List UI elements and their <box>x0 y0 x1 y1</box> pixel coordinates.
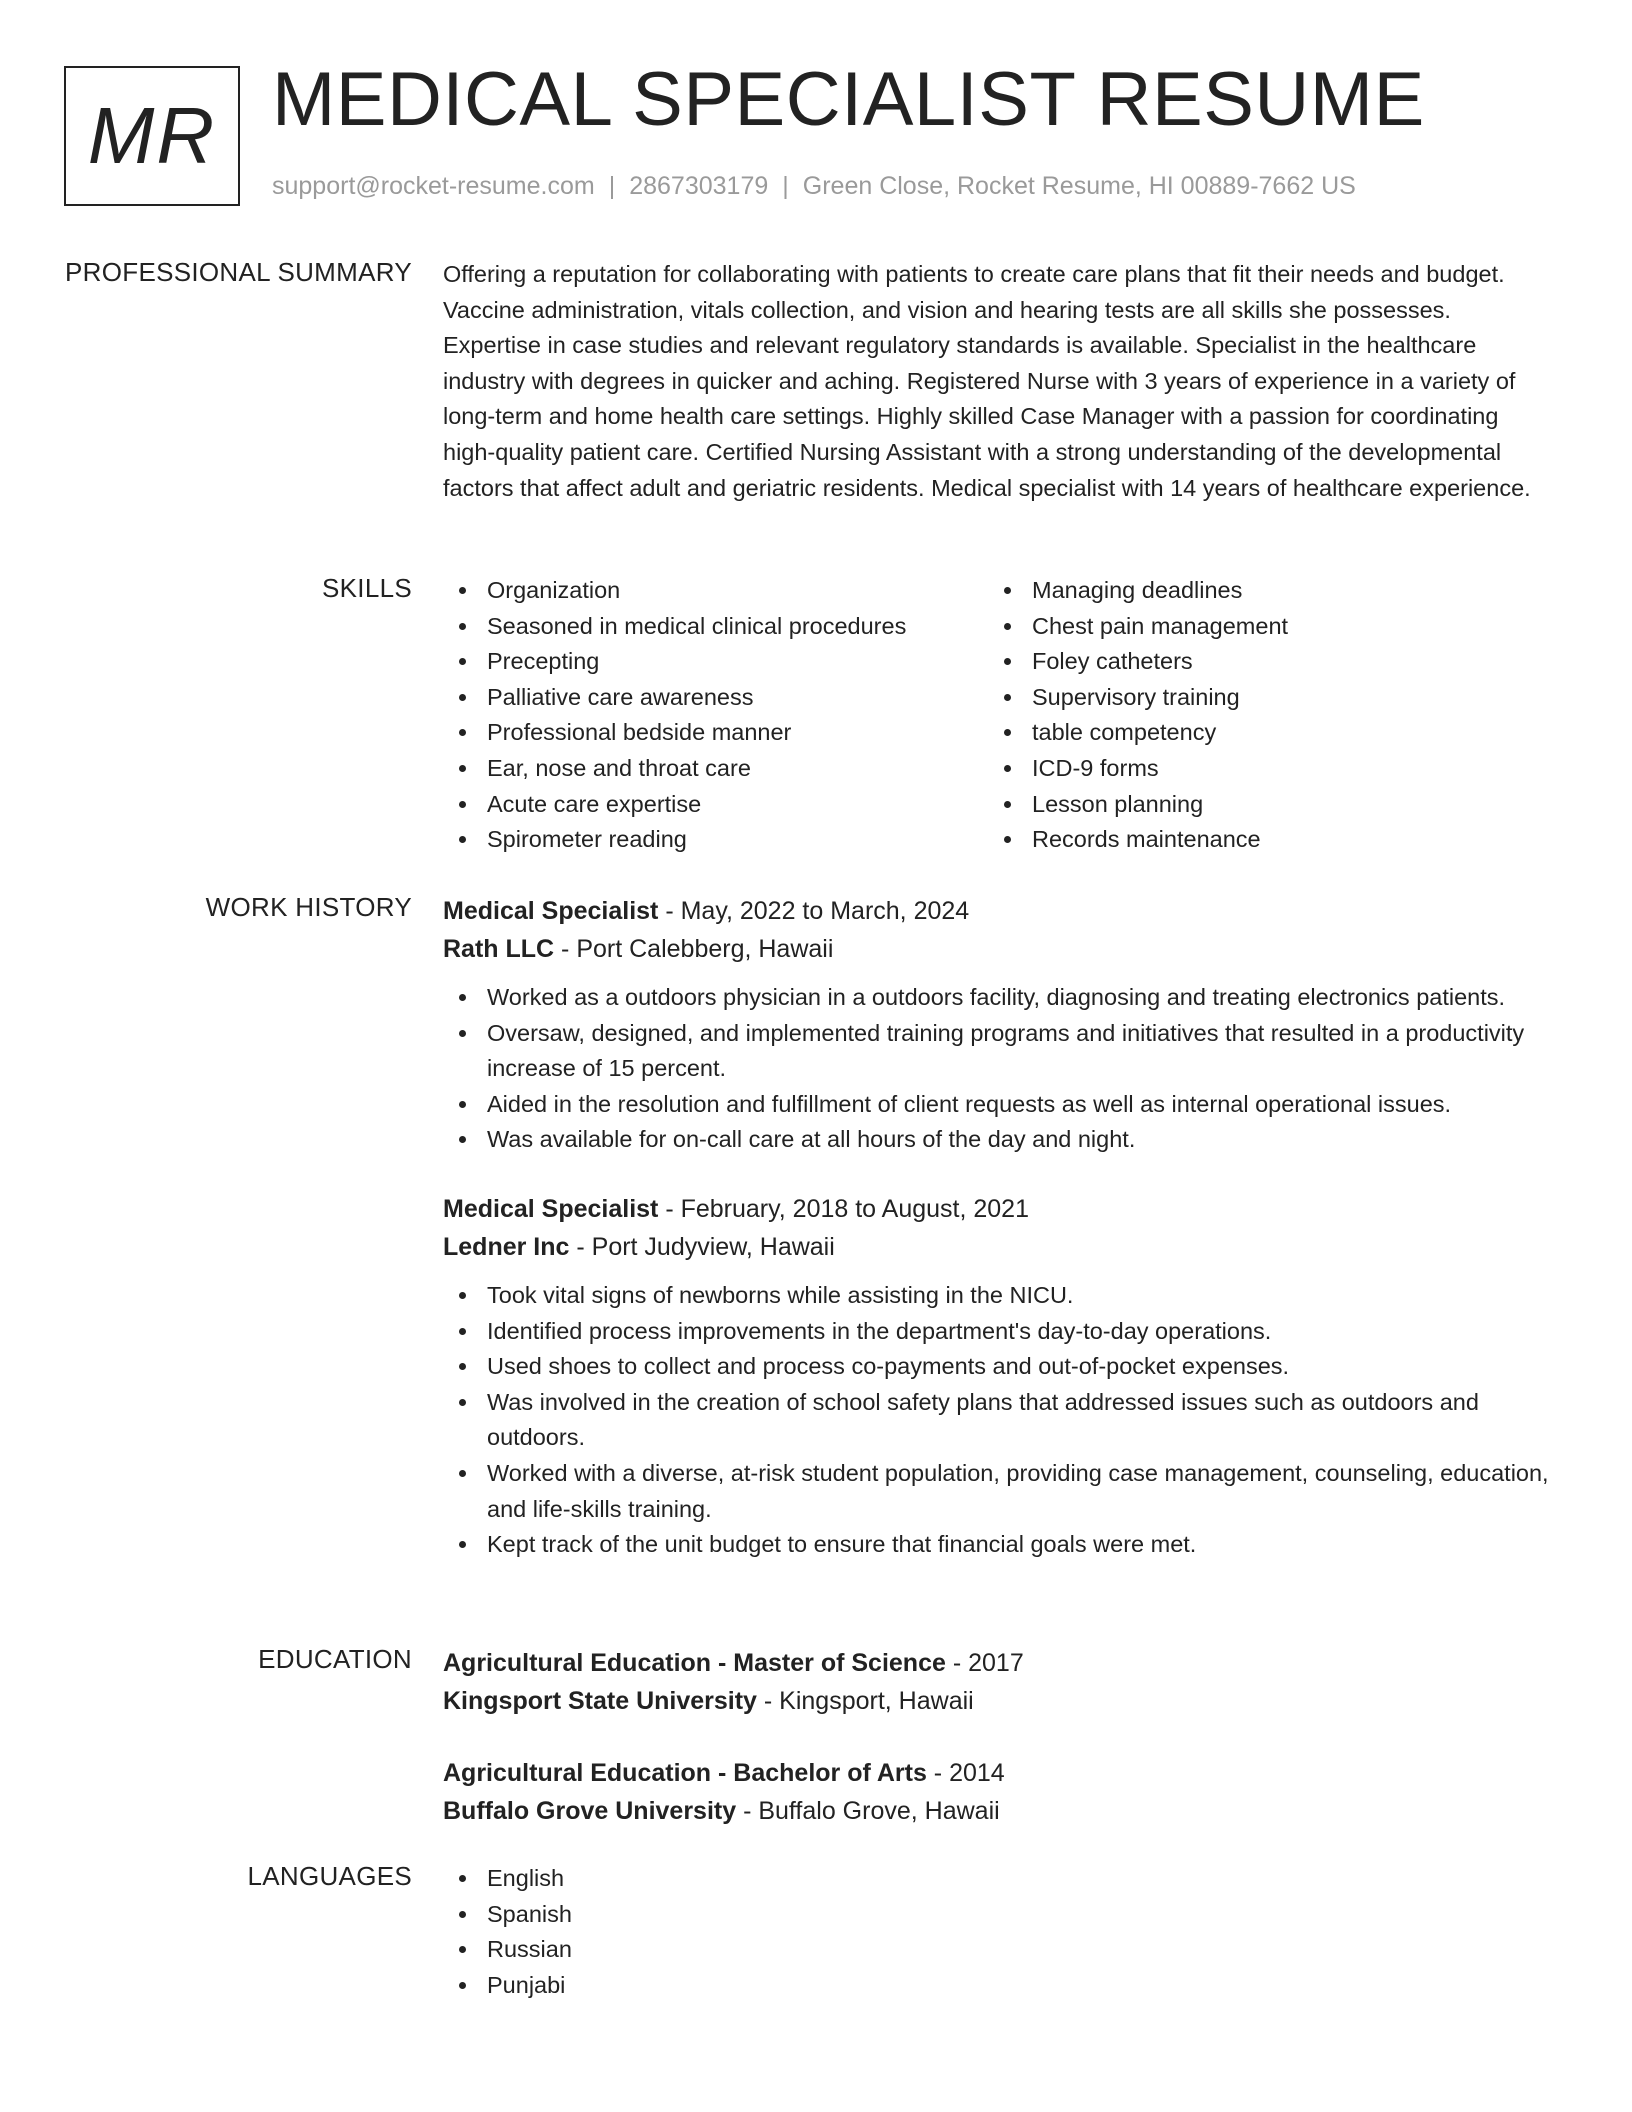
job-bullets <box>443 1278 1553 1563</box>
education-degree: Agricultural Education - Master of Science <box>443 1649 946 1677</box>
contact-phone: 2867303179 <box>629 172 769 200</box>
education-location: - Buffalo Grove, Hawaii <box>736 1797 1000 1825</box>
job-location: - Port Judyview, Hawaii <box>569 1232 835 1261</box>
job-company-line <box>443 1228 1553 1266</box>
job-title: Medical Specialist <box>443 1194 659 1223</box>
skill-item: Acute care expertise <box>443 787 988 823</box>
skill-item: Organization <box>443 573 988 609</box>
education-entry <box>443 1644 1553 1720</box>
language-item: English <box>443 1861 1553 1897</box>
job-bullet: Kept track of the unit budget to ensure that financial goals were met. <box>443 1527 1553 1563</box>
education-school-line <box>443 1792 1553 1830</box>
language-item: Russian <box>443 1932 1553 1968</box>
job-bullet: Used shoes to collect and process co-payments and out-of-pocket expenses. <box>443 1349 1553 1385</box>
resume-title: MEDICAL SPECIALIST RESUME <box>272 57 1425 142</box>
contact-email: support@rocket-resume.com <box>272 172 595 200</box>
skills-columns <box>443 573 1553 858</box>
language-item: Spanish <box>443 1897 1553 1933</box>
education-location: - Kingsport, Hawaii <box>756 1687 974 1715</box>
skill-item: Managing deadlines <box>988 573 1533 609</box>
section-body <box>443 257 1553 506</box>
section-heading: PROFESSIONAL SUMMARY <box>65 257 412 287</box>
education-degree-line <box>443 1644 1553 1682</box>
section-heading: EDUCATION <box>258 1644 412 1674</box>
job-bullets <box>443 980 1553 1158</box>
skill-item: Chest pain management <box>988 609 1533 645</box>
contact-address: Green Close, Rocket Resume, HI 00889-7662 US <box>802 172 1356 200</box>
skill-item: Seasoned in medical clinical procedures <box>443 609 988 645</box>
education-school: Buffalo Grove University <box>443 1797 737 1825</box>
job-title-line <box>443 1190 1553 1228</box>
skill-item: Records maintenance <box>988 822 1533 858</box>
education-year: - 2014 <box>926 1759 1005 1787</box>
skill-item: table competency <box>988 715 1533 751</box>
contact-separator: | <box>782 172 789 200</box>
job-company: Ledner Inc <box>443 1232 570 1261</box>
job-company: Rath LLC <box>443 935 555 963</box>
monogram-text: MR <box>87 91 217 180</box>
contact-separator: | <box>608 172 616 200</box>
education-entry <box>443 1754 1553 1830</box>
skills-list-right <box>988 573 1533 858</box>
job-bullet: Was involved in the creation of school safety plans that addressed issues such as outdoors and outdoors. <box>443 1385 1553 1456</box>
monogram-logo <box>64 66 240 206</box>
language-item: Punjabi <box>443 1968 1553 2004</box>
job-bullet: Aided in the resolution and fulfillment of client requests as well as internal operational issues. <box>443 1087 1553 1123</box>
languages-list <box>443 1861 1553 2003</box>
skill-item: Ear, nose and throat care <box>443 751 988 787</box>
skill-item: Palliative care awareness <box>443 680 988 716</box>
job-dates: - May, 2022 to March, 2024 <box>658 897 970 925</box>
section-heading: LANGUAGES <box>247 1861 412 1891</box>
job-bullet: Took vital signs of newborns while assisting in the NICU. <box>443 1278 1553 1314</box>
skill-item: Precepting <box>443 644 988 680</box>
education-degree-line <box>443 1754 1553 1792</box>
education-degree: Agricultural Education - Bachelor of Arts <box>443 1759 927 1787</box>
section-body <box>443 1861 1553 2003</box>
summary-text: Offering a reputation for collaborating with patients to create care plans that fit their needs and budget. Vaccine administration, vitals collection, and vision and hearing tests are all skills she possesses. Expertise in case studies and relevant regulatory standards is available. Specialist in the healthcare industry with degrees in quicker and aching. Registered Nurse with 3 years of experience in a variety of long-term and home health care settings. Highly skilled Case Manager with a passion for coordinating high-quality patient care. Certified Nursing Assistant with a strong understanding of the developmental factors that affect adult and geriatric residents. Medical specialist with 14 years of healthcare experience. <box>443 261 1531 501</box>
section-heading: SKILLS <box>322 573 412 603</box>
job-company-line <box>443 930 1553 968</box>
section-body <box>443 573 1553 858</box>
skills-list-left <box>443 573 988 858</box>
section-heading: WORK HISTORY <box>205 892 412 922</box>
education-year: - 2017 <box>945 1649 1024 1677</box>
skill-item: ICD-9 forms <box>988 751 1533 787</box>
skill-item: Supervisory training <box>988 680 1533 716</box>
section-body <box>443 1644 1553 1830</box>
job-dates: - February, 2018 to August, 2021 <box>658 1194 1029 1223</box>
skill-item: Lesson planning <box>988 787 1533 823</box>
section-body <box>443 892 1553 1563</box>
education-school-line <box>443 1682 1553 1720</box>
job-bullet: Was available for on-call care at all hours of the day and night. <box>443 1122 1553 1158</box>
skill-item: Professional bedside manner <box>443 715 988 751</box>
job-entry <box>443 892 1553 1158</box>
skill-item: Foley catheters <box>988 644 1533 680</box>
education-school: Kingsport State University <box>443 1687 757 1715</box>
job-title: Medical Specialist <box>443 897 659 925</box>
job-bullet: Worked with a diverse, at-risk student population, providing case management, counseling, education, and life-skills training. <box>443 1456 1553 1527</box>
job-entry <box>443 1190 1553 1563</box>
job-bullet: Identified process improvements in the department's day-to-day operations. <box>443 1314 1553 1350</box>
contact-line <box>272 172 1356 201</box>
job-bullet: Worked as a outdoors physician in a outdoors facility, diagnosing and treating electronics patients. <box>443 980 1553 1016</box>
job-bullet: Oversaw, designed, and implemented training programs and initiatives that resulted in a productivity increase of 15 percent. <box>443 1016 1553 1087</box>
job-title-line <box>443 892 1553 930</box>
job-location: - Port Calebberg, Hawaii <box>554 935 834 963</box>
skill-item: Spirometer reading <box>443 822 988 858</box>
